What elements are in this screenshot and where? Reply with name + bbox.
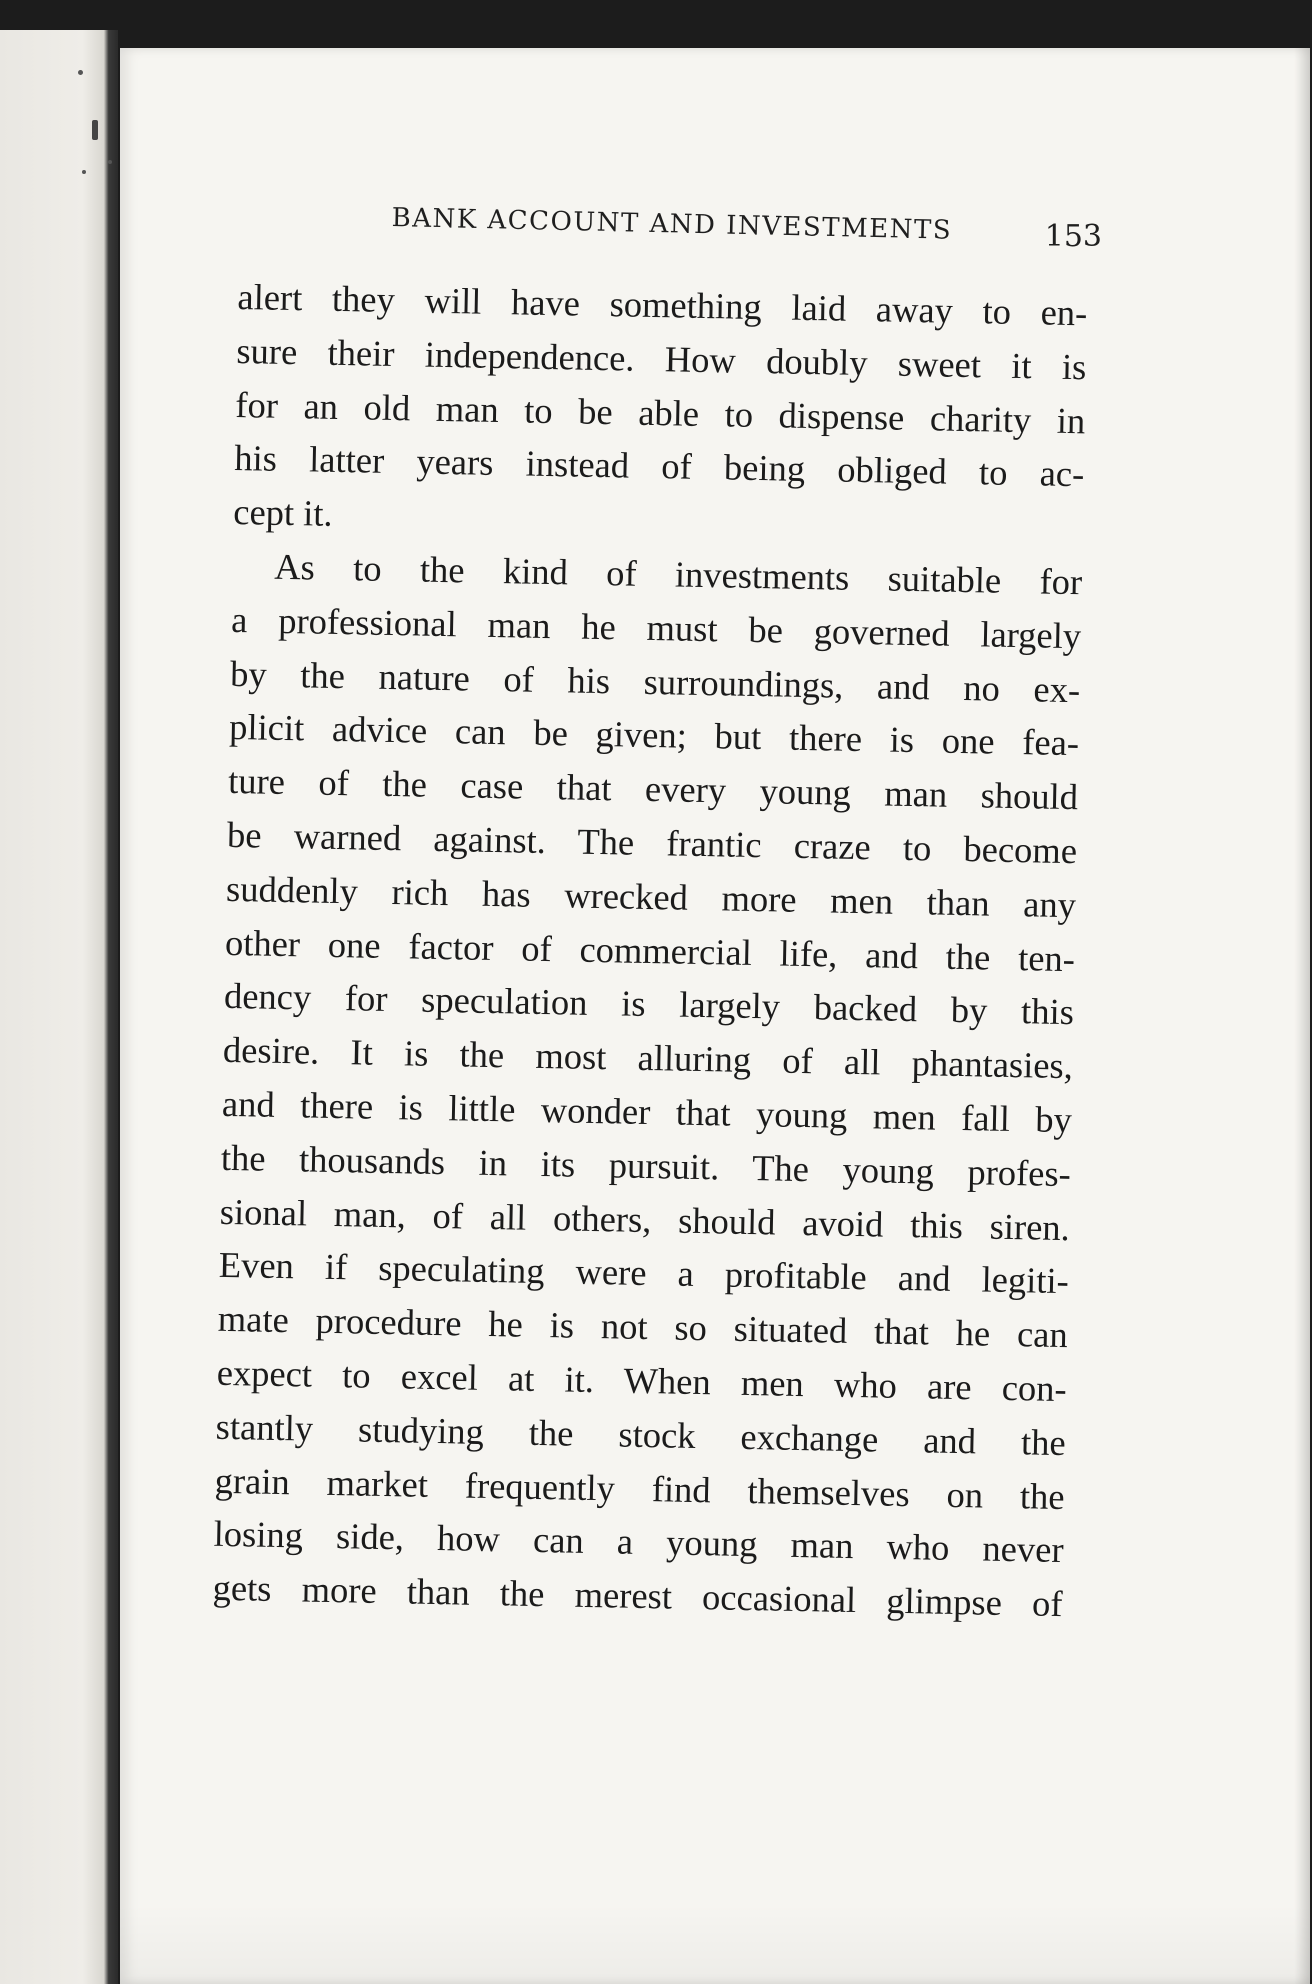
text-line: alert they will have something laid away to en- bbox=[237, 275, 1088, 334]
text-line: the thousands in its pursuit. The young profes- bbox=[220, 1136, 1072, 1194]
dust-speck bbox=[78, 70, 83, 75]
running-head: BANK ACCOUNT AND INVESTMENTS bbox=[391, 203, 953, 246]
text-line: cept it. bbox=[232, 491, 334, 535]
text-line: mate procedure he is not so situated that he can bbox=[217, 1297, 1069, 1356]
text-line: suddenly rich has wrecked more men than any bbox=[225, 867, 1077, 925]
page-header bbox=[272, 153, 1112, 254]
text-line: stantly studying the stock exchange and the bbox=[215, 1405, 1067, 1463]
page-number: 153 bbox=[1044, 219, 1102, 254]
text-line: sure their independence. How doubly sweet it is bbox=[236, 329, 1087, 388]
text-line: gets more than the merest occasional glimpse of bbox=[212, 1566, 1063, 1625]
text-line: As to the kind of investments suitable for bbox=[273, 545, 1083, 603]
text-line: plicit advice can be given; but there is one fea- bbox=[228, 706, 1080, 764]
text-line: dency for speculation is largely backed by this bbox=[223, 975, 1075, 1033]
text-line: for an old man to be able to dispense charity in bbox=[235, 383, 1086, 441]
text-line: grain market frequently find themselves on the bbox=[214, 1459, 1066, 1517]
dust-speck bbox=[82, 170, 86, 174]
page-edge-shadow bbox=[1294, 48, 1310, 1984]
text-line: losing side, how can a young man who never bbox=[213, 1513, 1064, 1571]
dust-speck bbox=[92, 120, 98, 140]
text-line: ture of the case that every young man should bbox=[227, 760, 1079, 818]
text-line: sional man, of all others, should avoid this siren. bbox=[219, 1190, 1071, 1248]
text-line: a professional man he must be governed largely bbox=[230, 598, 1082, 657]
text-line: by the nature of his surroundings, and no ex- bbox=[229, 652, 1081, 710]
body-text bbox=[212, 270, 1088, 1631]
text-line: his latter years instead of being obliged to ac- bbox=[233, 437, 1085, 495]
text-line: Even if speculating were a profitable and legiti- bbox=[218, 1244, 1070, 1302]
text-line: other one factor of commercial life, and the ten- bbox=[224, 921, 1076, 979]
page-bottom-shade bbox=[120, 1904, 1310, 1984]
text-line: desire. It is the most alluring of all phantasies, bbox=[222, 1029, 1074, 1087]
text-line: expect to excel at it. When men who are con- bbox=[216, 1351, 1068, 1410]
dust-speck bbox=[108, 160, 112, 164]
text-line: and there is little wonder that young men fall by bbox=[221, 1082, 1073, 1141]
facing-page-edge bbox=[0, 30, 118, 1984]
text-line: be warned against. The frantic craze to become bbox=[226, 813, 1078, 872]
